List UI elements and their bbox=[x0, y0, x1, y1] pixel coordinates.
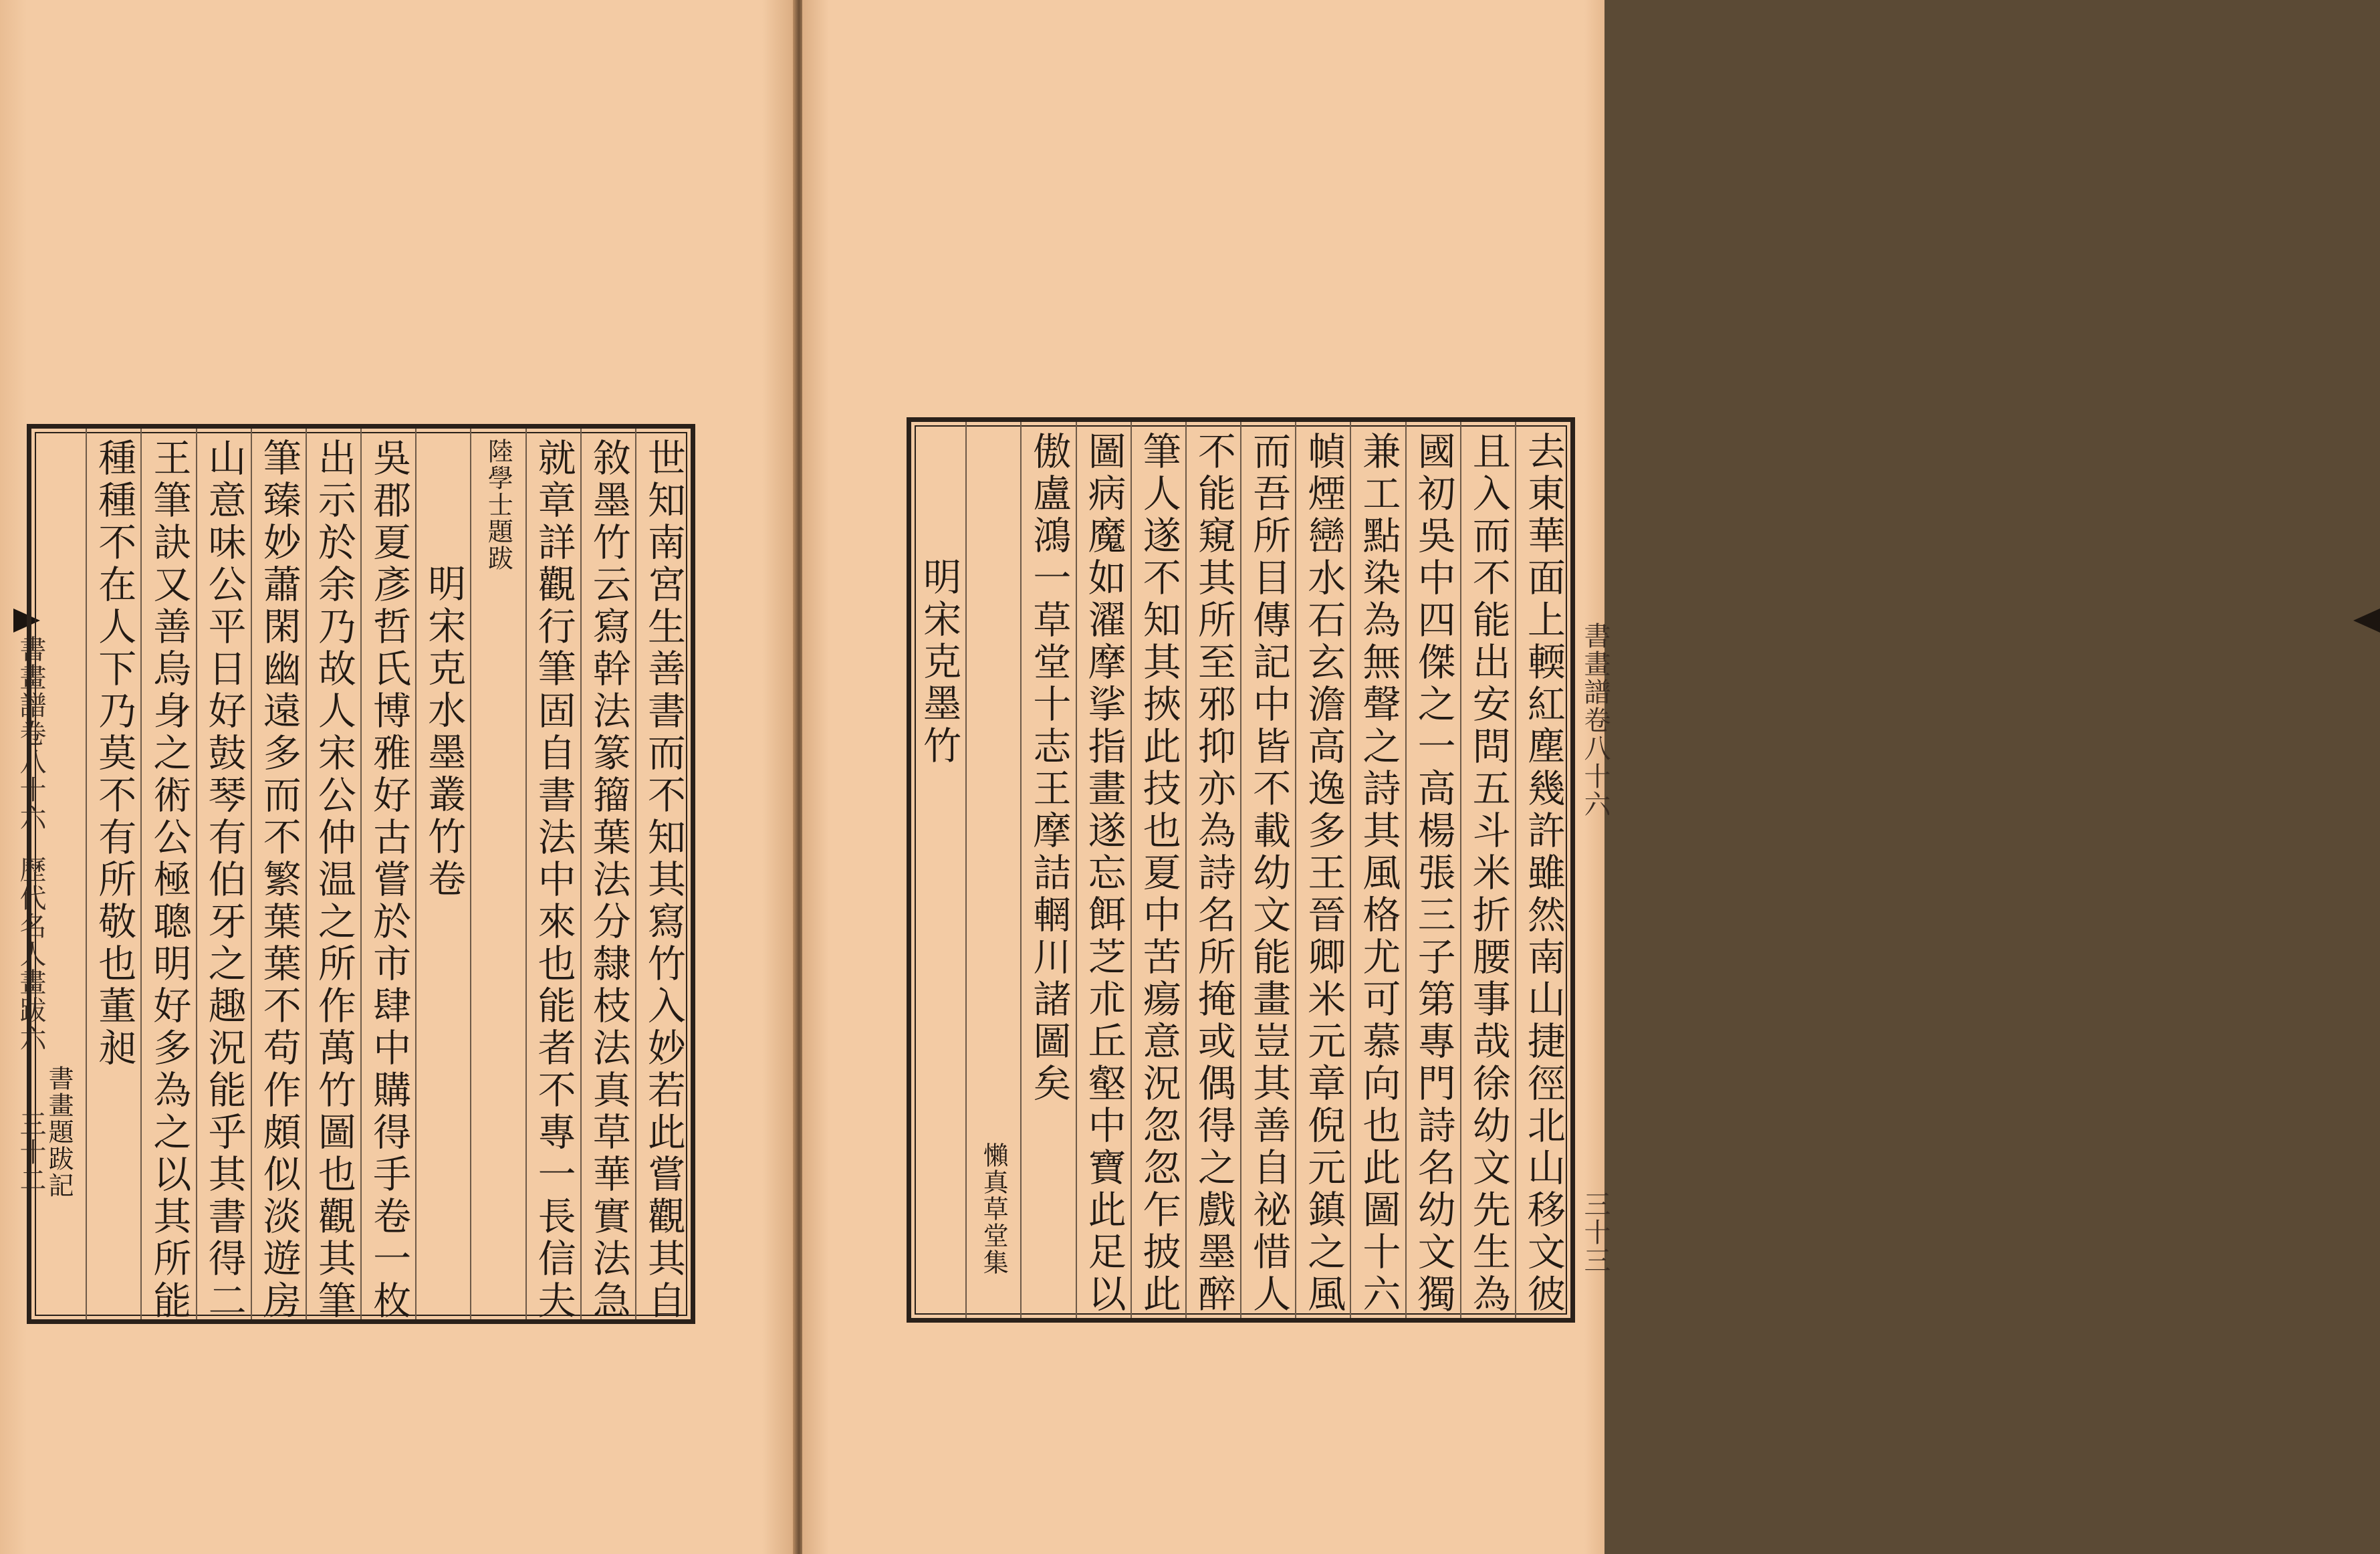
text-column: 明宋克墨竹 bbox=[917, 556, 961, 768]
column-rule bbox=[1460, 422, 1461, 1318]
text-column: 世知南宮生善書而不知其寫竹入妙若此嘗觀其自 bbox=[641, 438, 686, 1323]
column-rule bbox=[306, 429, 307, 1319]
right-page bbox=[802, 0, 1611, 1554]
column-rule bbox=[525, 429, 527, 1319]
column-rule bbox=[415, 429, 416, 1319]
column-rule bbox=[635, 429, 636, 1319]
text-column: 幀煙巒水石玄澹高逸多王晉卿米元章倪元鎮之風 bbox=[1301, 431, 1346, 1316]
text-column: 明宋克水墨叢竹卷 bbox=[421, 563, 466, 901]
column-rule bbox=[196, 429, 197, 1319]
column-rule bbox=[251, 429, 252, 1319]
left-page bbox=[0, 0, 796, 1554]
text-column: 山意味公平日好鼓琴有伯牙之趣況能乎其書得二 bbox=[202, 438, 247, 1323]
column-rule bbox=[965, 422, 967, 1318]
text-column: 傲盧鴻一草堂十志王摩詰輞川諸圖矣 bbox=[1026, 431, 1071, 1105]
text-column: 兼工點染為無聲之詩其風格尤可慕向也此圖十六 bbox=[1356, 431, 1401, 1316]
text-column: 國初吳中四傑之一高楊張三子第專門詩名幼文獨 bbox=[1411, 431, 1456, 1316]
right-text-columns bbox=[911, 422, 1570, 1318]
column-rule bbox=[580, 429, 582, 1319]
right-margin-title: 書畫譜卷八十六 bbox=[1580, 622, 1611, 818]
column-rule bbox=[360, 429, 362, 1319]
text-column: 筆臻妙蕭閑幽遠多而不繁葉葉不苟作頗似淡遊房 bbox=[257, 438, 302, 1323]
text-column: 王筆訣又善烏身之術公極聰明好多為之以其所能 bbox=[146, 438, 191, 1323]
text-column: 圖病魔如濯摩挲指畫遂忘餌芝朮丘壑中寶此足以 bbox=[1082, 431, 1126, 1316]
text-column: 筆人遂不知其挾此技也夏中苦瘍意況忽忽乍披此 bbox=[1137, 431, 1181, 1316]
text-column: 而吾所目傳記中皆不載幼文能畫豈其善自祕惜人 bbox=[1246, 431, 1291, 1316]
left-margin-section: 歷代名人畫跋六 bbox=[15, 856, 46, 1052]
text-column: 出示於余乃故人宋公仲温之所作萬竹圖也觀其筆 bbox=[312, 438, 356, 1323]
left-margin-title: 書畫譜卷八十六 bbox=[15, 635, 46, 832]
text-column: 種種不在人下乃莫不有所敬也董昶 bbox=[92, 438, 136, 1070]
column-rule bbox=[1295, 422, 1296, 1318]
text-column: 陸學士題跋 bbox=[483, 438, 513, 572]
left-margin-page-number: 三十二 bbox=[15, 1110, 46, 1194]
column-rule bbox=[1515, 422, 1516, 1318]
column-rule bbox=[1185, 422, 1187, 1318]
column-rule bbox=[1350, 422, 1351, 1318]
text-column: 不能窺其所至邪抑亦為詩名所掩或偶得之戲墨醉 bbox=[1191, 431, 1236, 1316]
text-column: 敘墨竹云寫幹法篆籀葉法分隸枝法真草華實法急 bbox=[586, 438, 631, 1323]
column-rule bbox=[86, 429, 87, 1319]
text-column: 去東華面上輭紅塵幾許雖然南山捷徑北山移文彼 bbox=[1521, 431, 1566, 1316]
column-rule bbox=[1076, 422, 1077, 1318]
left-text-frame bbox=[27, 424, 695, 1324]
column-rule bbox=[470, 429, 471, 1319]
right-text-frame bbox=[907, 417, 1575, 1323]
text-column: 吳郡夏彥哲氏博雅好古嘗於市肆中購得手卷一枚 bbox=[366, 438, 411, 1323]
text-column: 懶真草堂集 bbox=[979, 1141, 1009, 1276]
fish-tail-marker-right bbox=[2353, 608, 2380, 633]
text-column: 且入而不能出安問五斗米折腰事哉徐幼文先生為 bbox=[1466, 431, 1511, 1316]
column-rule bbox=[1020, 422, 1022, 1318]
column-rule bbox=[140, 429, 142, 1319]
column-rule bbox=[1405, 422, 1407, 1318]
left-text-columns bbox=[31, 429, 691, 1323]
right-margin-page-number: 三十三 bbox=[1580, 1190, 1611, 1274]
column-rule bbox=[1240, 422, 1241, 1318]
text-column: 就章詳觀行筆固自書法中來也能者不專一長信夫 bbox=[531, 438, 576, 1323]
text-column: 書畫題跋記 bbox=[44, 1065, 74, 1199]
column-rule bbox=[1130, 422, 1132, 1318]
